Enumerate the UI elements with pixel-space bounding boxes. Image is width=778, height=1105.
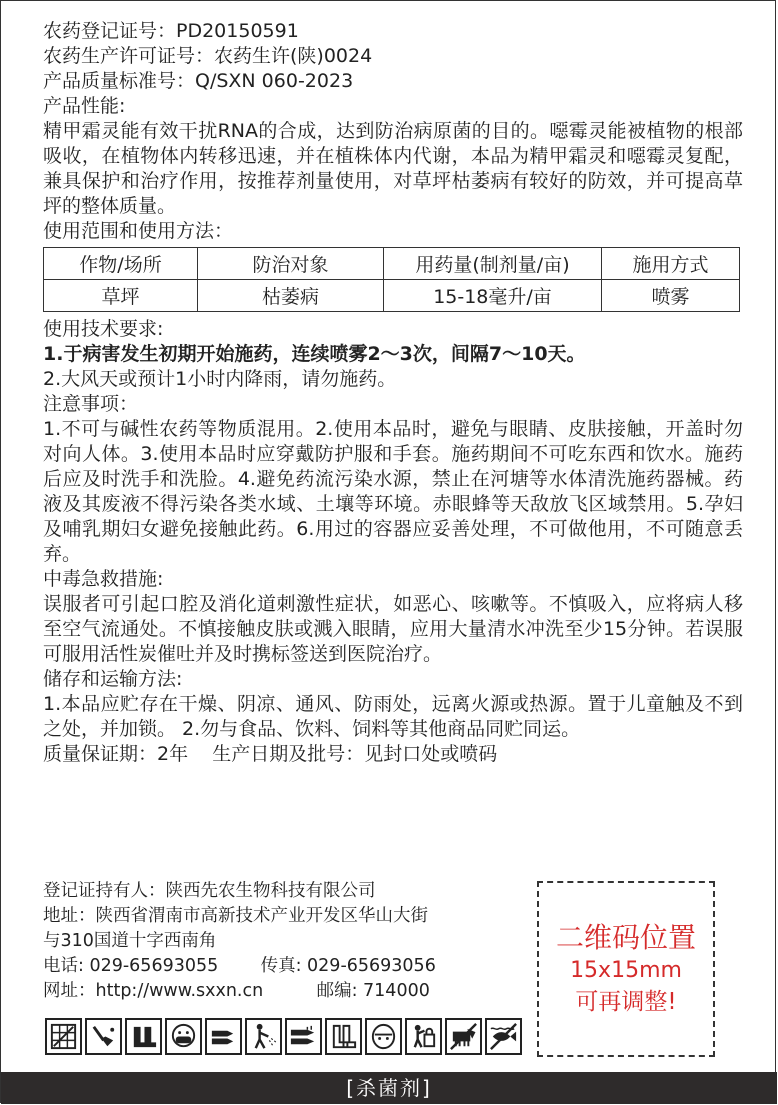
- storage-text: 1.本品应贮存在干燥、阴凉、通风、防雨处，远离火源或热源。置于儿童触及不到之处，并加锁。 2.勿与食品、饮料、饲料等其他商品同贮同运。: [43, 693, 743, 740]
- qr-placeholder-size: 15x15mm: [570, 958, 682, 983]
- postcode: 邮编: 714000: [316, 981, 430, 1001]
- face-shield-icon: [365, 1018, 402, 1055]
- spraying-person-icon: [245, 1018, 282, 1055]
- technique-item-1: 1.于病害发生初期开始施药，连续喷雾2～3次，间隔7～10天。: [43, 343, 586, 365]
- no-spray-icon: [85, 1018, 122, 1055]
- web-row: [43, 979, 523, 1004]
- production-license: 农药生产许可证号：农药生许(陕)0024: [43, 45, 373, 67]
- wear-gloves-icon: [205, 1018, 242, 1055]
- cell-dosage: 15-18毫升/亩: [384, 280, 602, 312]
- precautions-heading: 注意事项：: [43, 393, 139, 415]
- qr-code-placeholder: [537, 881, 715, 1057]
- category-footer: [杀菌剂]: [1, 1072, 777, 1104]
- performance-heading: 产品性能:: [43, 95, 126, 117]
- technique-heading: 使用技术要求:: [43, 318, 164, 340]
- qr-placeholder-title: 二维码位置: [555, 921, 696, 954]
- fax: 传真: 029-65693056: [260, 956, 436, 976]
- col-target: 防治对象: [198, 248, 384, 280]
- usage-table-header: [44, 248, 740, 280]
- col-method: 施用方式: [602, 248, 740, 280]
- harmful-to-livestock-icon: [445, 1018, 482, 1055]
- table-row: [44, 280, 740, 312]
- storage-heading: 储存和运输方法:: [43, 668, 183, 690]
- cell-crop: 草坪: [44, 280, 198, 312]
- wash-hands-icon: [285, 1018, 322, 1055]
- address-line-1: 地址：陕西省渭南市高新技术产业开发区华山大街: [43, 906, 428, 926]
- wear-boots-icon: [125, 1018, 162, 1055]
- wear-mask-icon: [165, 1018, 202, 1055]
- performance-text: 精甲霜灵能有效干扰RNA的合成，达到防治病原菌的目的。噁霉灵能被植物的根部吸收，在植物体内转移迅速，并在植株体内代谢，本品为精甲霜灵和噁霉灵复配，兼具保护和治疗作用，按推荐剂量使用，对草坪枯萎病有较好的防效，并可提高草坪的整体质量。: [43, 120, 743, 217]
- registration-number: 农药登记证号：PD20150591: [43, 20, 299, 42]
- usage-heading: 使用范围和使用方法：: [43, 220, 234, 242]
- company-info: [43, 879, 523, 1004]
- phone: 电话: 029-65693055: [43, 956, 219, 976]
- safety-pictograms: [45, 1018, 522, 1055]
- quality-standard: 产品质量标准号：Q/SXN 060-2023: [43, 70, 354, 92]
- col-dosage: 用药量(制剂量/亩): [384, 248, 602, 280]
- harmful-to-fish-icon: [485, 1018, 522, 1055]
- col-crop: 作物/场所: [44, 248, 198, 280]
- precautions-text: 1.不可与碱性农药等物质混用。2.使用本品时，避免与眼睛、皮肤接触，开盖时勿对向人体。3.使用本品时应穿戴防护服和手套。施药期间不可吃东西和饮水。施药后应及时洗手和洗脸。4.避免药流污染水源，禁止在河塘等水体清洗施药器械。药液及其废液不得污染各类水域、土壤等环境。赤眼蜂等天敌放飞区域禁用。5.孕妇及哺乳期妇女避免接触此药。6.用过的容器应妥善处理，不可做他用，不可随意丢弃。: [43, 418, 743, 565]
- first-aid-text: 误服者可引起口腔及消化道刺激性症状，如恶心、咳嗽等。不慎吸入，应将病人移至空气流通处。不慎接触皮肤或溅入眼睛，应用大量清水冲洗至少15分钟。若误服可服用活性炭催吐并及时携标签送到医院治疗。: [43, 593, 743, 665]
- first-aid-heading: 中毒急救措施:: [43, 568, 164, 590]
- usage-table: [43, 247, 740, 312]
- keep-from-children-icon: [405, 1018, 442, 1055]
- cell-target: 枯萎病: [198, 280, 384, 312]
- technique-item-2: 2.大风天或预计1小时内降雨，请勿施药。: [43, 368, 397, 390]
- label-body: [43, 19, 743, 767]
- hazard-grid-icon: [45, 1018, 82, 1055]
- quality-period: 质量保证期：2年 生产日期及批号：见封口处或喷码: [43, 743, 498, 765]
- website-link[interactable]: 网址：http://www.sxxn.cn: [43, 981, 264, 1001]
- registration-holder: 登记证持有人：陕西先农生物科技有限公司: [43, 881, 376, 901]
- boots-icon: [325, 1018, 362, 1055]
- address-line-2: 与310国道十字西南角: [43, 931, 217, 951]
- cell-method: 喷雾: [602, 280, 740, 312]
- qr-placeholder-note: 可再调整!: [575, 989, 677, 1015]
- contact-row: [43, 954, 523, 979]
